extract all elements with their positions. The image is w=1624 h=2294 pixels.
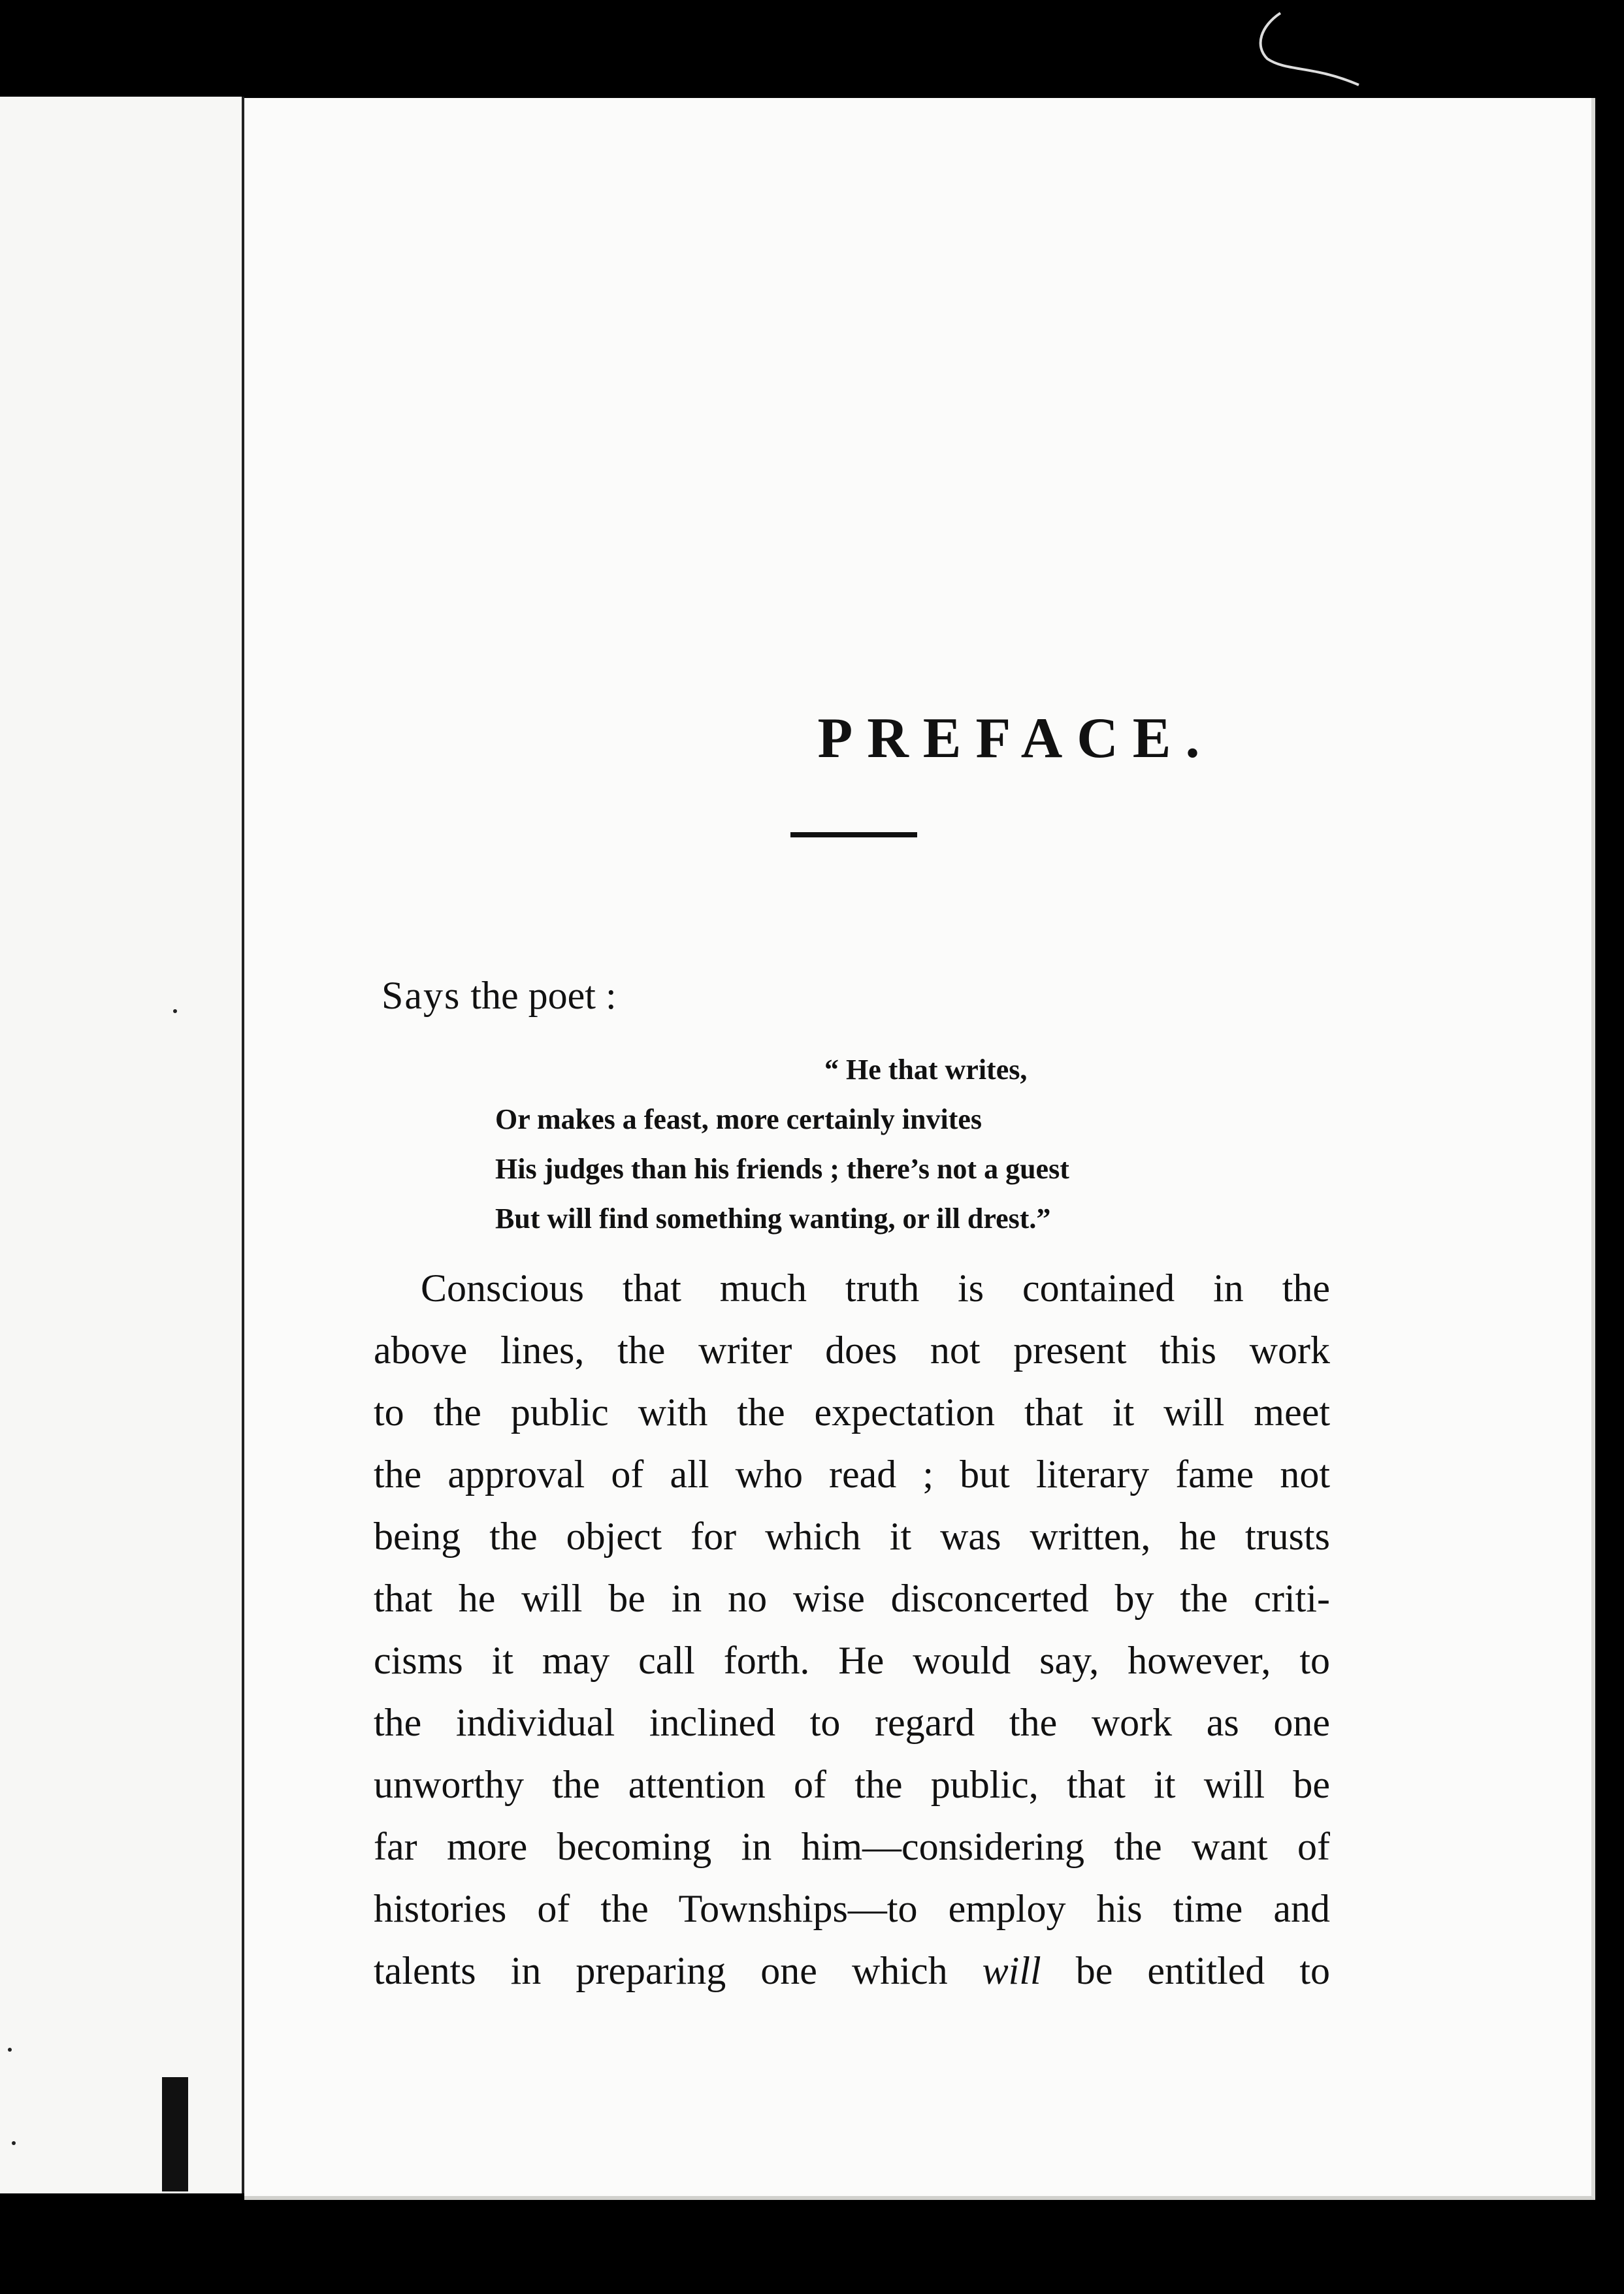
book-page bbox=[244, 98, 1595, 2200]
verse-quote bbox=[495, 1045, 1475, 1244]
title-rule bbox=[790, 832, 917, 837]
paragraph-line: the approval of all who read ; but literary fame not bbox=[374, 1453, 1330, 1496]
intro-rest: the poet : bbox=[470, 974, 617, 1017]
last-line-end: be entitled to bbox=[1075, 1949, 1331, 1992]
paragraph-line: cisms it may call forth. He would say, however, to bbox=[374, 1639, 1330, 1682]
paragraph-line: being the object for which it was written, he trusts bbox=[374, 1515, 1330, 1558]
intro-small-caps: Says bbox=[382, 974, 461, 1017]
speck bbox=[12, 2141, 16, 2145]
paragraph-line: unworthy the attention of the public, that it will be bbox=[374, 1763, 1330, 1806]
paragraph-line: that he will be in no wise disconcerted by the criti- bbox=[374, 1577, 1330, 1620]
last-line-start: talents in preparing one which bbox=[374, 1949, 948, 1992]
verse-line: His judges than his friends ; there’s not a guest bbox=[495, 1153, 1069, 1185]
verse-line: But will find something wanting, or ill drest.” bbox=[495, 1203, 1051, 1235]
speck bbox=[173, 1009, 177, 1013]
italic-word: will bbox=[982, 1949, 1041, 1992]
paragraph-line: Conscious that much truth is contained in the bbox=[421, 1267, 1330, 1310]
paragraph-line: above lines, the writer does not present this work bbox=[374, 1329, 1330, 1372]
speck bbox=[8, 2048, 12, 2052]
scan-edge-mark bbox=[1241, 0, 1372, 98]
spine-shadow bbox=[162, 2077, 188, 2191]
page-title: PREFACE. bbox=[817, 707, 1214, 770]
intro-line bbox=[382, 973, 617, 1018]
paragraph-line: far more becoming in him—considering the want of bbox=[374, 1825, 1330, 1868]
facing-page bbox=[0, 97, 244, 2193]
paragraph-line: to the public with the expectation that it will meet bbox=[374, 1391, 1330, 1434]
body-paragraph bbox=[374, 1257, 1330, 2002]
verse-line: Or makes a feast, more certainly invites bbox=[495, 1103, 982, 1135]
paragraph-line: the individual inclined to regard the work as one bbox=[374, 1701, 1330, 1744]
paragraph-last-line bbox=[374, 1940, 1330, 2002]
verse-line: “ He that writes, bbox=[824, 1054, 1028, 1086]
paragraph-line: histories of the Townships—to employ his time and bbox=[374, 1887, 1330, 1930]
